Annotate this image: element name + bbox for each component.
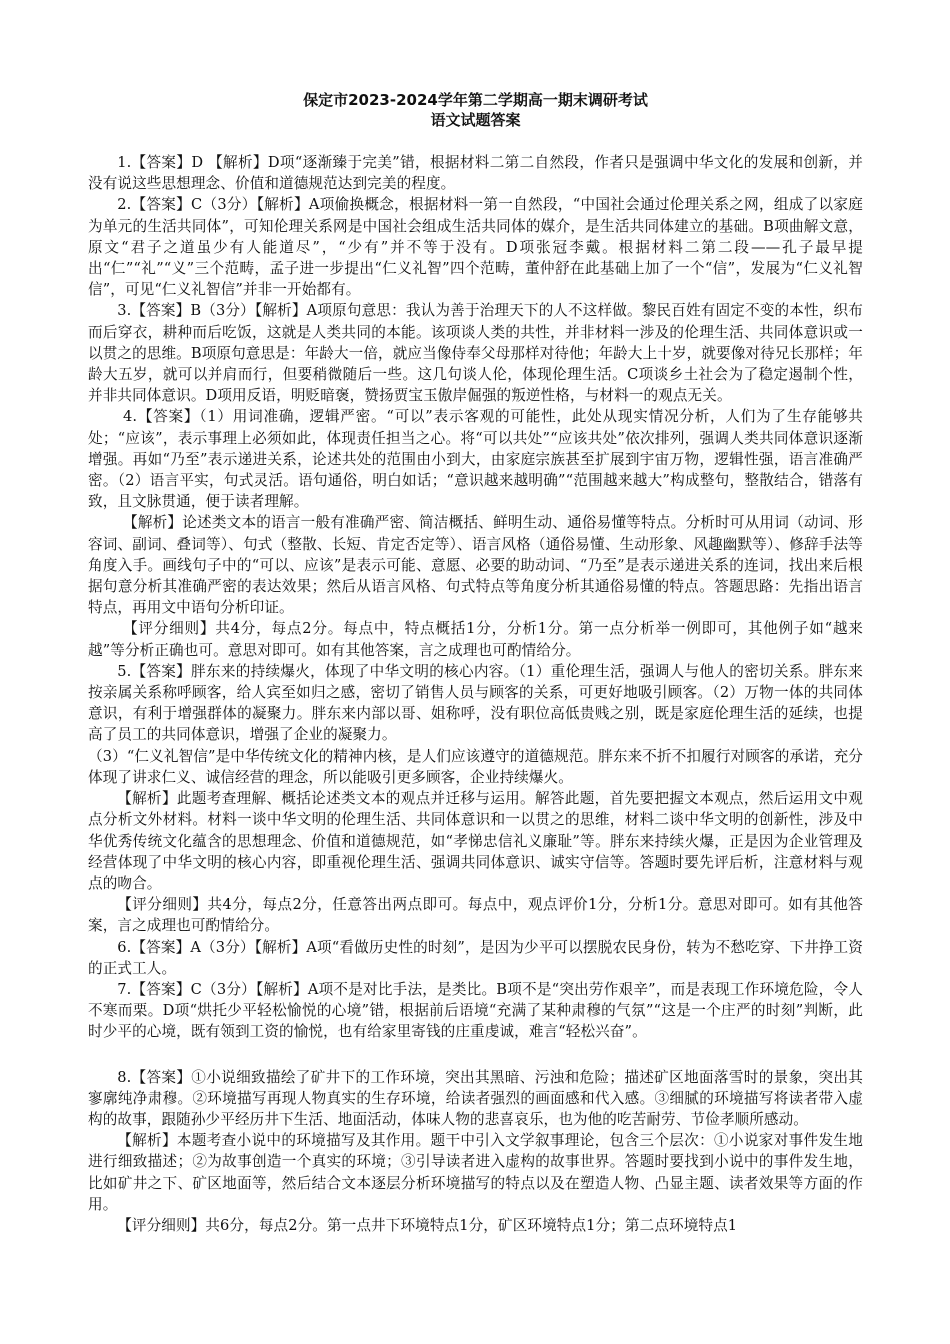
answer-q6: 6.【答案】A（3分）【解析】A项“看做历史性的时刻”，是因为少平可以摆脱农民身份，转为不愁吃穿、下井挣工资的正式工人。 — [88, 938, 863, 977]
answer-q4: 4.【答案】（1）用词准确，逻辑严密。“可以”表示客观的可能性，此处从现实情况分析，人们为了生存能够共处；“应该”，表示事理上必须如此，体现责任担当之心。将“可以共处”“应该共处”依次排列，强调人类共同体意识逐渐增强。再如“乃至”表示递进关系，论述共处的范围由小到大，由家庭宗族甚至扩展到宇宙万物，逻辑性强，语言准确严密。（2）语言平实，句式灵活。语句通俗，明白如话；“意识越来越明确”“范围越来越大”构成整句，整散结合，错落有致，且文脉贯通，便于读者理解。 — [88, 408, 863, 511]
analysis-q5: 【解析】此题考查理解、概括论述类文本的观点并迁移与运用。解答此题，首先要把握文本观点，然后运用文中观点分析文外材料。材料一谈中华文明的伦理生活、共同体意识和一以贯之的思维，材料二谈中华文明的创新性，涉及中华优秀传统文化蕴含的思想理念、价值和道德规范，如“孝悌忠信礼义廉耻”等。胖东来持续火爆，正是因为企业管理及经营体现了中华文明的核心内容，即重视伦理生活、强调共同体意识、诚实守信等。答题时要先评后析，注意材料与观点的吻合。 — [88, 790, 863, 892]
analysis-q4: 【解析】论述类文本的语言一般有准确严密、简洁概括、鲜明生动、通俗易懂等特点。分析时可从用词（动词、形容词、副词、叠词等）、句式（整散、长短、肯定否定等）、语言风格（通俗易懂、生动形象、风趣幽默等）、修辞手法等角度入手。画线句子中的“可以、应该”是表示可能、意愿、必要的助动词、“乃至”是表示递进关系的连词，找出来后根据句意分析其准确严密的表达效果；然后从语言风格、句式特点等角度分析其通俗易懂的特点。答题思路：先指出语言特点，再用文中语句分析印证。 — [88, 514, 863, 617]
analysis-q8: 【解析】本题考查小说中的环境描写及其作用。题干中引入文学叙事理论，包含三个层次：①小说家对事件发生地进行细致描述；②为故事创造一个真实的环境；③引导读者进入虚构的故事世界。答题时要找到小说中的事件发生地，比如矿井之下、矿区地面等，然后结合文本逐层分析环境描写的特点以及在塑造人物、凸显主题、读者效果等方面的作用。 — [88, 1132, 863, 1213]
document-title: 保定市2023-2024学年第二学期高一期末调研考试 — [303, 91, 648, 109]
answer-q1: 1.【答案】D 【解析】D项“逐渐臻于完美”错，根据材料二第二自然段，作者只是强调中华文化的发展和创新，并没有说这些思想理念、价值和道德规范达到完美的程度。 — [88, 154, 863, 193]
answer-q5: 5.【答案】胖东来的持续爆火，体现了中华文明的核心内容。（1）重伦理生活，强调人与他人的密切关系。胖东来按亲属关系称呼顾客，给人宾至如归之感，密切了销售人员与顾客的关系，可更好地吸引顾客。（2）万物一体的共同体意识，有利于增强群体的凝聚力。胖东来内部以哥、姐称呼，没有职位高低贵贱之别，既是家庭伦理生活的延续，也提高了员工的共同体意识，增强了企业的凝聚力。 — [88, 662, 863, 744]
answer-document — [88, 90, 863, 1236]
scoring-q8: 【评分细则】共6分，每点2分。第一点井下环境特点1分，矿区环境特点1分；第二点环境特点1 — [117, 1216, 738, 1234]
answer-q3: 3.【答案】B（3分）【解析】A项原句意思：我认为善于治理天下的人不这样做。黎民百姓有固定不变的本性，织布而后穿衣，耕种而后吃饭，这就是人类共同的本能。该项谈人类的共性，并非材料一涉及的伦理生活、共同体意识或一以贯之的思维。B项原句意思是：年龄大一倍，就应当像侍奉父母那样对待他；年龄大上十岁，就要像对待兄长那样；年龄大五岁，就可以并肩而行，但要稍微随后一些。这几句谈人伦，体现伦理生活。C项谈乡土社会为了稳定遏制个性，并非共同体意识。D项用反语，明贬暗褒，赞扬贾宝玉傲岸倔强的叛逆性格，与材料一的观点无关。 — [88, 302, 863, 405]
scoring-q5: 【评分细则】共4分，每点2分，任意答出两点即可。每点中，观点评价1分，分析1分。意思对即可。如有其他答案，言之成理也可酌情给分。 — [88, 896, 863, 935]
answer-q7: 7.【答案】C（3分）【解析】A项不是对比手法，是类比。B项不是“突出劳作艰辛”，而是表现工作环境危险，令人不寒而栗。D项“烘托少平轻松愉悦的心境”错，根据前后语境“充满了某种肃穆的气氛”“这是一个庄严的时刻”判断，此时少平的心境，既有领到工资的愉悦，也有给家里寄钱的庄重虔诚，难言“轻松兴奋”。 — [88, 980, 863, 1041]
scoring-q4: 【评分细则】共4分，每点2分。每点中，特点概括1分，分析1分。第一点分析举一例即可，其他例子如“越来越”等分析正确也可。意思对即可。如有其他答案，言之成理也可酌情给分。 — [88, 620, 863, 659]
answer-q2: 2.【答案】C（3分）【解析】A项偷换概念，根据材料一第一自然段，“中国社会通过伦理关系之网，组成了以家庭为单元的生活共同体”，可知伦理关系网是中国社会组成生活共同体的媒介，是生活共同体建立的基础。B项曲解文意，原文“君子之道虽少有人能道尽”，“少有”并不等于没有。D项张冠李戴。根据材料二第二段——孔子最早提出“仁”“礼”“义”三个范畴，孟子进一步提出“仁义礼智”四个范畴，董仲舒在此基础上加了一个“信”，发展为“仁义礼智信”，可见“仁义礼智信”并非一开始都有。 — [88, 196, 863, 299]
answer-q8: 8.【答案】①小说细致描绘了矿井下的工作环境，突出其黑暗、污浊和危险；描述矿区地面落雪时的景象，突出其寥廓纯净肃穆。②环境描写再现人物真实的生存环境，给读者强烈的画面感和代入感。③细腻的环境描写将读者带入虚构的故事，跟随孙少平经历井下生活、地面活动，体味人物的悲喜哀乐，也为他的吃苦耐劳、节俭孝顺所感动。 — [88, 1068, 863, 1128]
answer-q5-point3: （3）“仁义礼智信”是中华传统文化的精神内核，是人们应该遵守的道德规范。胖东来不折不扣履行对顾客的承诺，充分体现了讲求仁义、诚信经营的理念，所以能吸引更多顾客，企业持续爆火。 — [88, 747, 863, 786]
document-subtitle: 语文试题答案 — [430, 111, 521, 129]
